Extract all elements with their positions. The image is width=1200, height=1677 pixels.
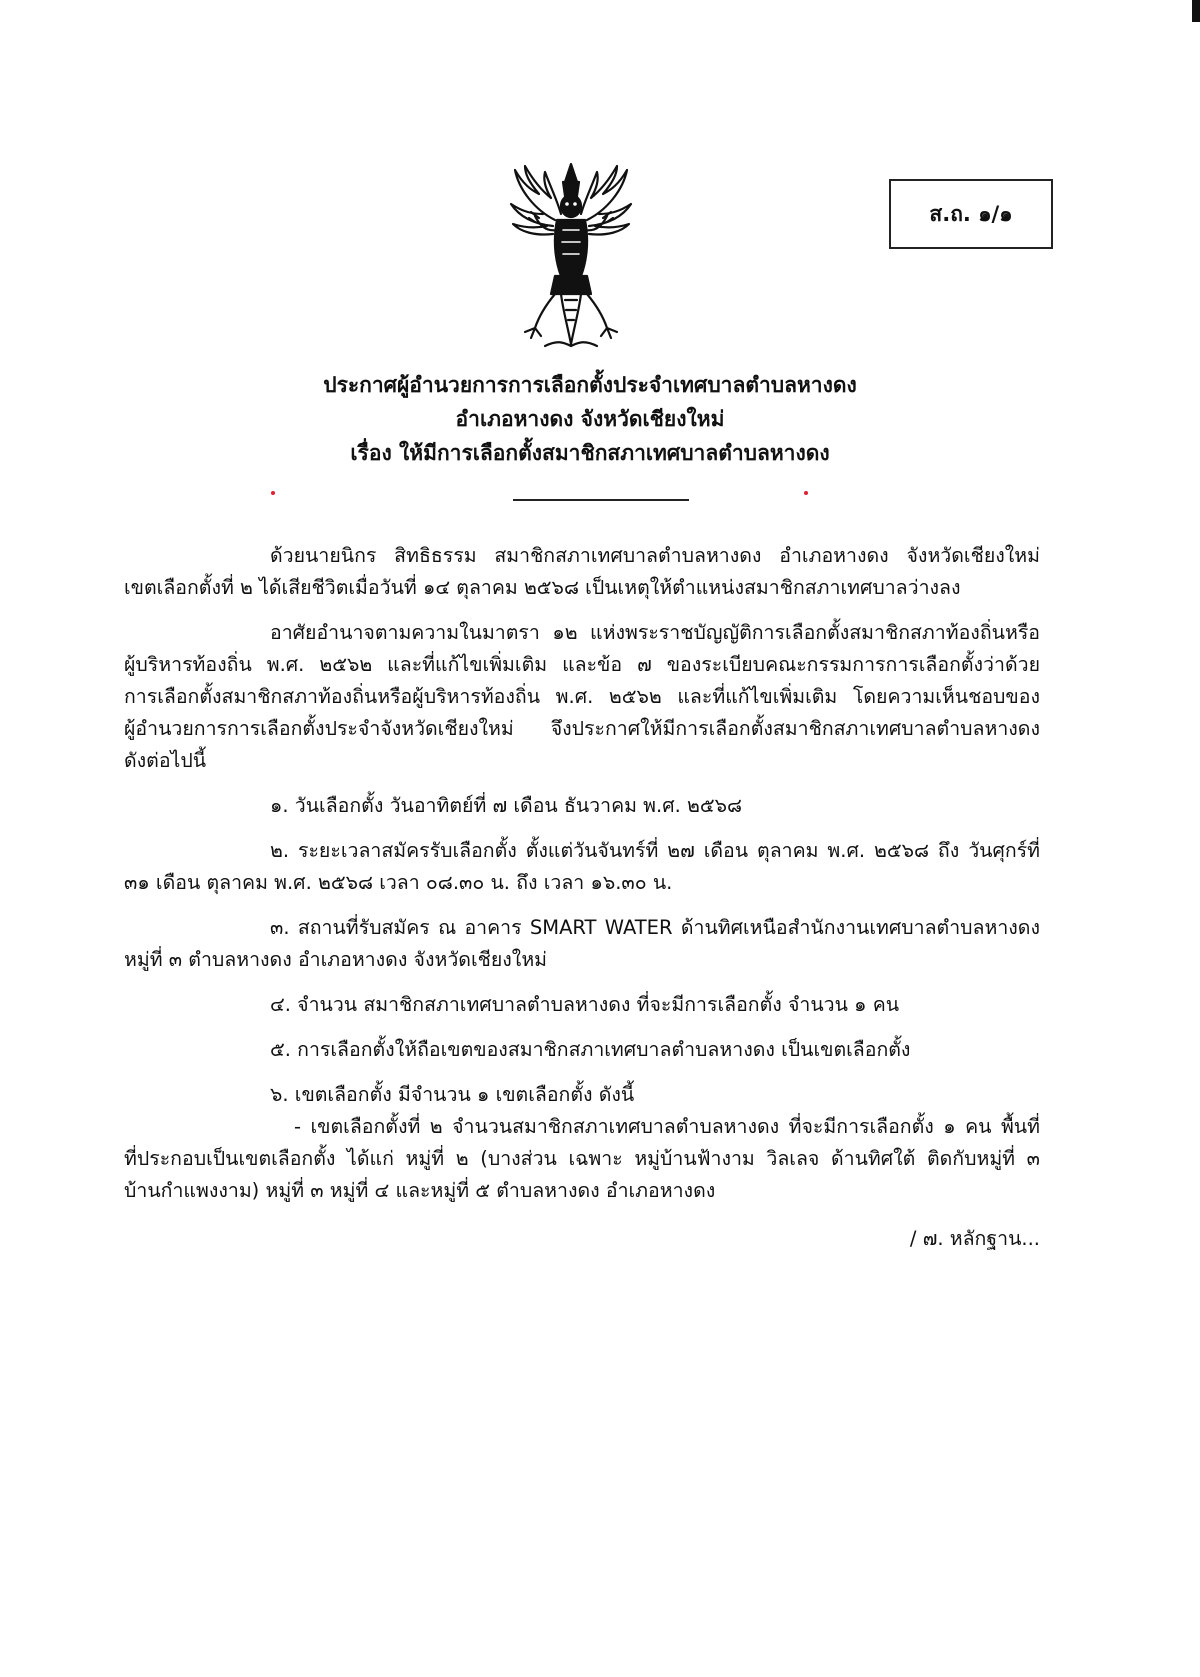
text-line: ๓๑ เดือน ตุลาคม พ.ศ. ๒๕๖๘ เวลา ๐๘.๓๐ น. ถึง เวลา ๑๖.๓๐ น. (124, 871, 673, 894)
item-election-date (124, 790, 1040, 822)
red-dot-mark (804, 491, 808, 495)
form-code-box: ส.ถ. ๑/๑ (889, 179, 1053, 249)
text-line: ที่ประกอบเป็นเขตเลือกตั้ง ได้แก่ หมู่ที่ ๒ (บางส่วน เฉพาะ หมู่บ้านฟ้างาม วิลเลจ ด้านทิศใต้ ติดกับหมู่ที่ ๓ (124, 1147, 1040, 1170)
item-registration-place (124, 912, 1040, 976)
text-line: ผู้บริหารท้องถิ่น พ.ศ. ๒๕๖๒ และที่แก้ไขเพิ่มเติม และข้อ ๗ ของระเบียบคณะกรรมการการเลือกตั้งว่าด้วย (124, 653, 1040, 676)
text-line: ๔. จำนวน สมาชิกสภาเทศบาลตำบลหางดง ที่จะมีการเลือกตั้ง จำนวน ๑ คน (270, 993, 900, 1016)
text-line: ๖. เขตเลือกตั้ง มีจำนวน ๑ เขตเลือกตั้ง ดังนี้ (270, 1083, 635, 1106)
announcement-header (200, 368, 980, 470)
item-election-area (124, 1034, 1040, 1066)
header-title-line-2: อำเภอหางดง จังหวัดเชียงใหม่ (455, 407, 725, 431)
text-line: บ้านกำแพงงาม) หมู่ที่ ๓ หมู่ที่ ๔ และหมู่ที่ ๕ ตำบลหางดง อำเภอหางดง (124, 1179, 716, 1202)
text-line: ๑. วันเลือกตั้ง วันอาทิตย์ที่ ๗ เดือน ธันวาคม พ.ศ. ๒๕๖๘ (270, 794, 743, 817)
header-title-line-1: ประกาศผู้อำนวยการการเลือกตั้งประจำเทศบาลตำบลหางดง (323, 373, 857, 397)
text-line: ๕. การเลือกตั้งให้ถือเขตของสมาชิกสภาเทศบาลตำบลหางดง เป็นเขตเลือกตั้ง (270, 1038, 911, 1061)
text-line: ๒. ระยะเวลาสมัครรับเลือกตั้ง ตั้งแต่วันจันทร์ที่ ๒๗ เดือน ตุลาคม พ.ศ. ๒๕๖๘ ถึง วันศุกร์ที่ (270, 839, 1040, 862)
text-line: ๓. สถานที่รับสมัคร ณ อาคาร SMART WATER ด้านทิศเหนือสำนักงานเทศบาลตำบลหางดง (270, 916, 1040, 939)
header-subject-line: เรื่อง ให้มีการเลือกตั้งสมาชิกสภาเทศบาลตำบลหางดง (350, 441, 830, 465)
item-member-count (124, 989, 1040, 1021)
item-registration-period (124, 835, 1040, 899)
paragraph-2 (124, 617, 1040, 777)
paragraph-1 (124, 540, 1040, 604)
text-line: อาศัยอำนาจตามความในมาตรา ๑๒ แห่งพระราชบัญญัติการเลือกตั้งสมาชิกสภาท้องถิ่นหรือ (270, 621, 1040, 644)
text-line: เขตเลือกตั้งที่ ๒ ได้เสียชีวิตเมื่อวันที่ ๑๔ ตุลาคม ๒๕๖๘ เป็นเหตุให้ตำแหน่งสมาชิกสภาเทศบาลว่างลง (124, 576, 961, 599)
text-line: - เขตเลือกตั้งที่ ๒ จำนวนสมาชิกสภาเทศบาลตำบลหางดง ที่จะมีการเลือกตั้ง ๑ คน พื้นที่ (294, 1115, 1040, 1138)
text-line: ด้วยนายนิกร สิทธิธรรม สมาชิกสภาเทศบาลตำบลหางดง อำเภอหางดง จังหวัดเชียงใหม่ (270, 544, 1040, 567)
text-line: ดังต่อไปนี้ (124, 749, 207, 772)
announcement-body (124, 540, 1040, 1207)
text-line: หมู่ที่ ๓ ตำบลหางดง อำเภอหางดง จังหวัดเชียงใหม่ (124, 948, 548, 971)
red-dot-mark (271, 491, 275, 495)
header-divider (513, 499, 689, 501)
item-constituency (124, 1079, 1040, 1207)
scan-edge-mark (1192, 0, 1200, 22)
text-line: การเลือกตั้งสมาชิกสภาท้องถิ่นหรือผู้บริหารท้องถิ่น พ.ศ. ๒๕๖๒ และที่แก้ไขเพิ่มเติม โดยความเห็นชอบของ (124, 685, 1040, 708)
continuation-note: / ๗. หลักฐาน... (909, 1227, 1040, 1250)
text-line: ผู้อำนวยการการเลือกตั้งประจำจังหวัดเชียงใหม่ จึงประกาศให้มีการเลือกตั้งสมาชิกสภาเทศบาลตำบลหางดง (124, 717, 1040, 740)
garuda-emblem-icon (505, 160, 637, 350)
